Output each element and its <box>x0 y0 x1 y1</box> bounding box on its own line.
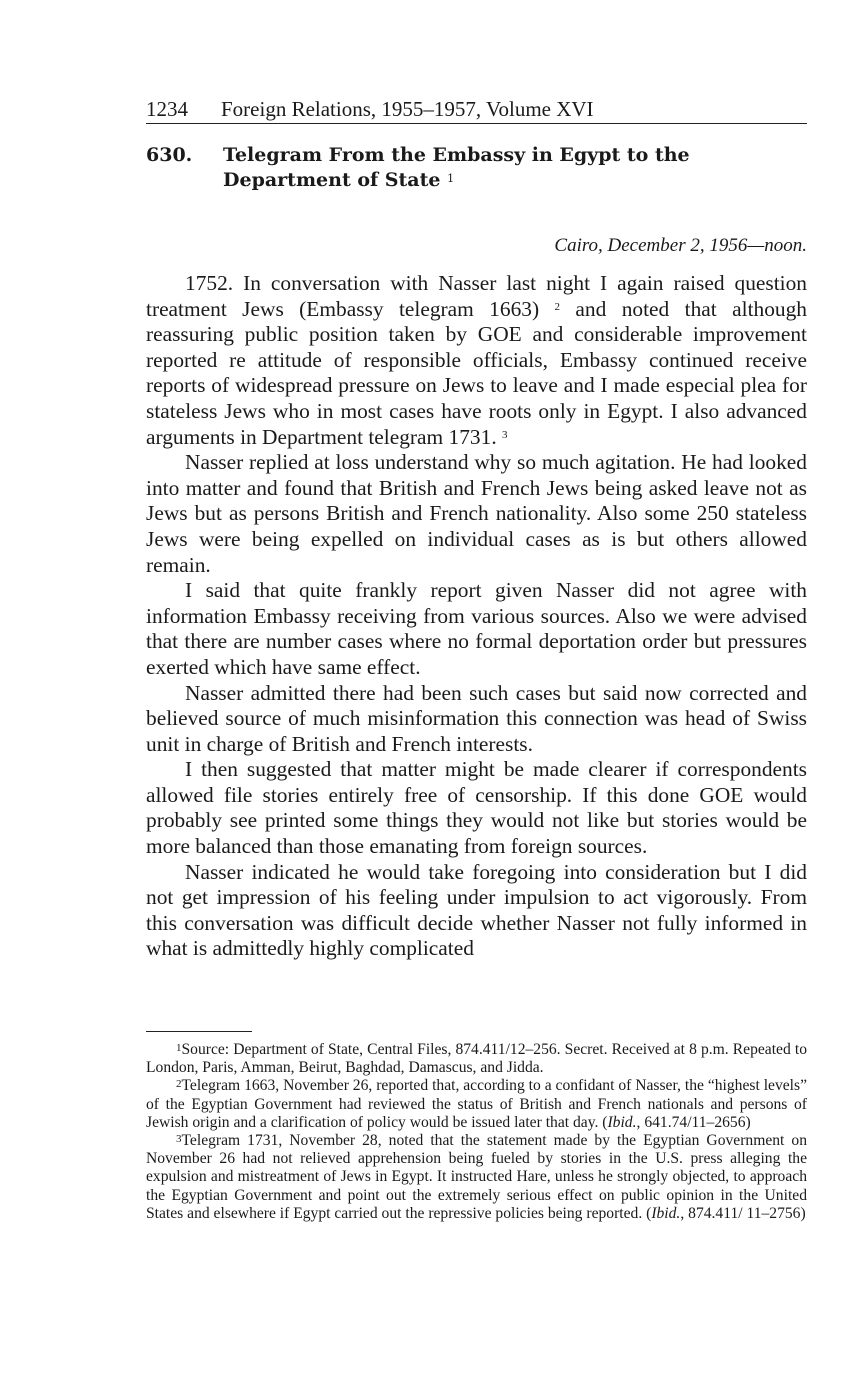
footnote-ref-1: 1 <box>447 172 455 185</box>
page-number: 1234 <box>146 97 188 121</box>
body-paragraph-4: Nasser admitted there had been such cases but said now corrected and believed source of much misinformation this connection was head of Swiss unit in charge of British and French interests. <box>146 680 807 756</box>
footnote-ref-2: 2 <box>554 300 561 313</box>
footnote-1-mark: 1 <box>176 1042 182 1054</box>
footnote-3-text: Telegram 1731, November 28, noted that the statement made by the Egyptian Government on November 26 had not relieved apprehension being fueled by stories in the U.S. press alleging the expulsion and mistreatment of Jews in Egypt. It instructed Hare, unless he strongly objected, to approach the Egyptian Government and point out the extremely serious effect on public opinion in the United States and elsewhere if Egypt carried out the repressive policies being reported. ( <box>146 1132 807 1222</box>
document-title <box>223 143 807 193</box>
footnote-2-mark: 2 <box>176 1078 182 1091</box>
document-heading <box>146 143 807 193</box>
footnote-3-tail: , 874.411/ 11–2756) <box>680 1204 806 1222</box>
footnotes <box>146 1041 807 1223</box>
body-paragraph-5: I then suggested that matter might be made clearer if correspondents allowed file stories entirely free of censorship. If this done GOE would probably see printed some things they would not like but stories would be more balanced than those emanating from foreign sources. <box>146 757 807 859</box>
document-number: 630. <box>146 144 193 166</box>
body-paragraph-2: Nasser replied at loss understand why so much agitation. He had looked into matter and found that British and French Jews being asked leave not as Jews but as persons British and French nationality. Also some 250 stateless Jews were being expelled on individual cases as is but others allowed remain. <box>146 450 807 577</box>
footnote-2-tail: , 641.74/11–2656) <box>636 1113 751 1131</box>
body-paragraph-6: Nasser indicated he would take foregoing into consideration but I did not get impression of his feeling under impulsion to act vigorously. From this conversation was difficult decide whether Nasser not fully informed in what is admittedly highly complicated <box>146 859 807 961</box>
footnote-2-ibid: Ibid. <box>607 1113 637 1131</box>
footnote-1-text: Source: Department of State, Central Files, 874.411/12–256. Secret. Received at 8 p.m. Repeated to London, Paris, Amman, Beirut, Baghdad, Damascus, and Jidda. <box>146 1041 807 1077</box>
body-paragraph-1 <box>146 271 807 450</box>
footnote-divider <box>146 1031 252 1032</box>
footnote-3 <box>146 1132 807 1223</box>
footnote-2 <box>146 1077 807 1132</box>
running-title: Foreign Relations, 1955–1957, Volume XVI <box>221 97 594 121</box>
body-paragraph-3: I said that quite frankly report given Nasser did not agree with information Embassy receiving from various sources. Also we were advised that there are number cases where no formal deportation order but pressures exerted which have same effect. <box>146 578 807 679</box>
paragraph-1-text-a: 1752. In conversation with Nasser last night I again raised question treatment Jews (Embassy telegram 1663) <box>146 271 807 321</box>
telegram-body <box>146 271 807 962</box>
document-title-text: Telegram From the Embassy in Egypt to the Department of State <box>223 144 690 191</box>
paragraph-1-text-b: and noted that although reassuring public position taken by GOE and considerable improvement reported re attitude of responsible officials, Embassy continued receive reports of widespread pressure on Jews to leave and I made especial plea for stateless Jews who in most cases have roots only in Egypt. I also advanced arguments in Department telegram 1731. <box>146 296 807 449</box>
footnote-3-mark: 3 <box>176 1133 182 1146</box>
footnote-ref-3: 3 <box>502 428 508 441</box>
footnote-3-ibid: Ibid. <box>651 1204 681 1222</box>
running-header <box>146 96 807 124</box>
dateline: Cairo, December 2, 1956—noon. <box>554 235 807 256</box>
footnote-1 <box>146 1041 807 1077</box>
footnote-2-text: Telegram 1663, November 26, reported that, according to a confidant of Nasser, the “highest levels” of the Egyptian Government had reviewed the status of British and French nationals and persons of Jewish origin and a clarification of policy would be issued later that day. ( <box>146 1077 807 1131</box>
